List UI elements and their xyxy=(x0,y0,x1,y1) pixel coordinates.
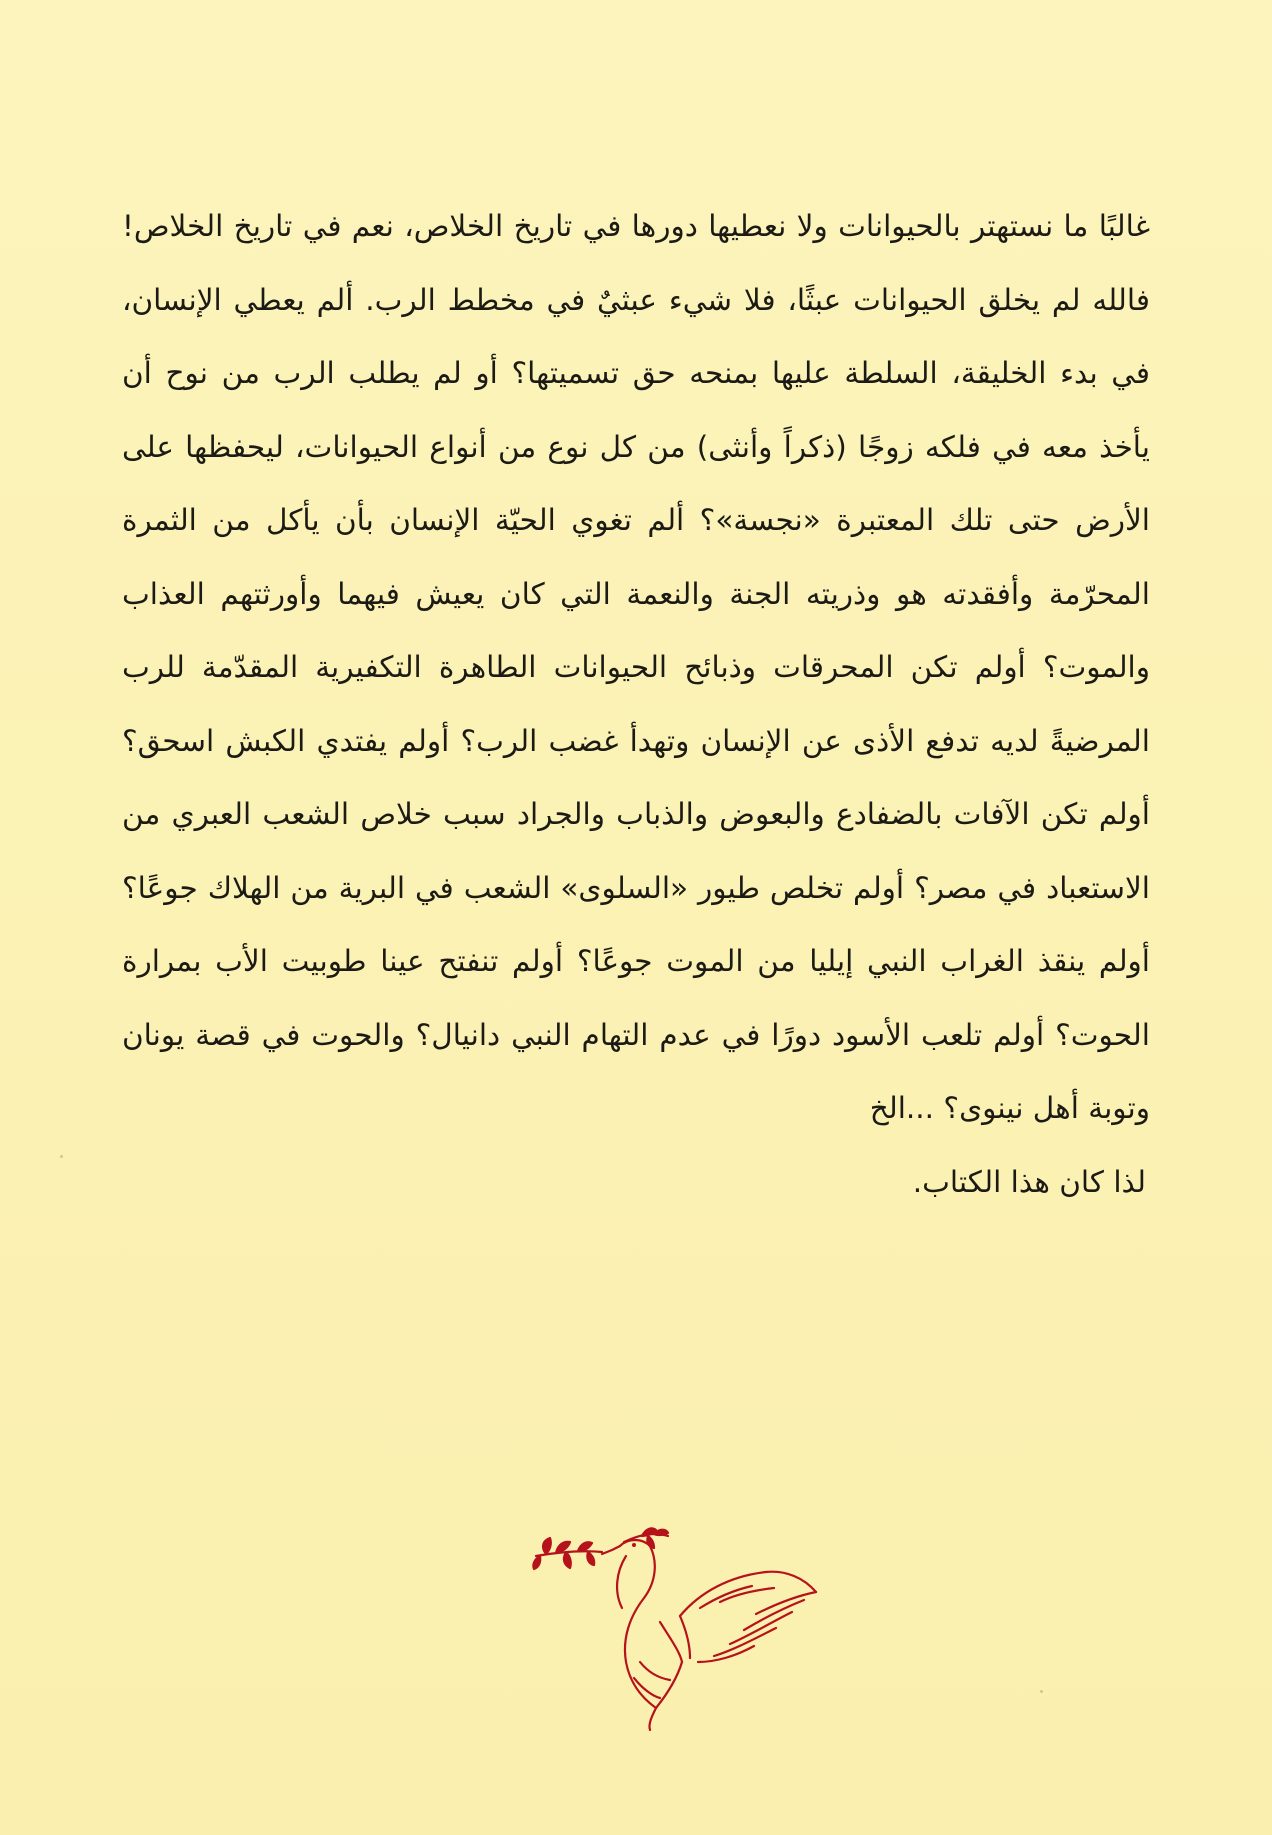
paper-speck xyxy=(60,1155,63,1158)
body-paragraph: غالبًا ما نستهتر بالحيوانات ولا نعطيها دورها في تاريخ الخلاص، نعم في تاريخ الخلاص! فالله لم يخلق الحيوانات عبثًا، فلا شيء عبثيٌ في مخطط الرب. ألم يعطي الإنسان، في بدء الخليقة، السلطة عليها بمنحه حق تسميتها؟ أو لم يطلب الرب من نوح أن يأخذ معه في فلكه زوجًا (ذكراً وأنثى) من كل نوع من أنواع الحيوانات، ليحفظها على الأرض حتى تلك المعتبرة «نجسة»؟ ألم تغوي الحيّة الإنسان بأن يأكل من الثمرة المحرّمة وأفقدته هو وذريته الجنة والنعمة التي كان يعيش فيهما وأورثتهم العذاب والموت؟ أولم تكن المحرقات وذبائح الحيوانات الطاهرة التكفيرية المقدّمة للرب المرضيةً لديه تدفع الأذى عن الإنسان وتهدأ غضب الرب؟ أولم يفتدي الكبش اسحق؟ أولم تكن الآفات بالضفادع والبعوض والذباب والجراد سبب خلاص الشعب العبري من الاستعباد في مصر؟ أولم تخلص طيور «السلوى» الشعب في البرية من الهلاك جوعًا؟ أولم ينقذ الغراب النبي إيليا من الموت جوعًا؟ أولم تنفتح عينا طوبيت الأب بمرارة الحوت؟ أولم تلعب الأسود دورًا في عدم التهام النبي دانيال؟ والحوت في قصة يونان وتوبة أهل نينوى؟ ...الخ xyxy=(122,209,1150,1125)
closing-line: لذا كان هذا الكتاب. xyxy=(912,1164,1146,1199)
dove-with-olive-branch-icon xyxy=(530,1512,850,1732)
paper-speck xyxy=(1040,1690,1043,1693)
body-text-block xyxy=(122,190,1150,1219)
